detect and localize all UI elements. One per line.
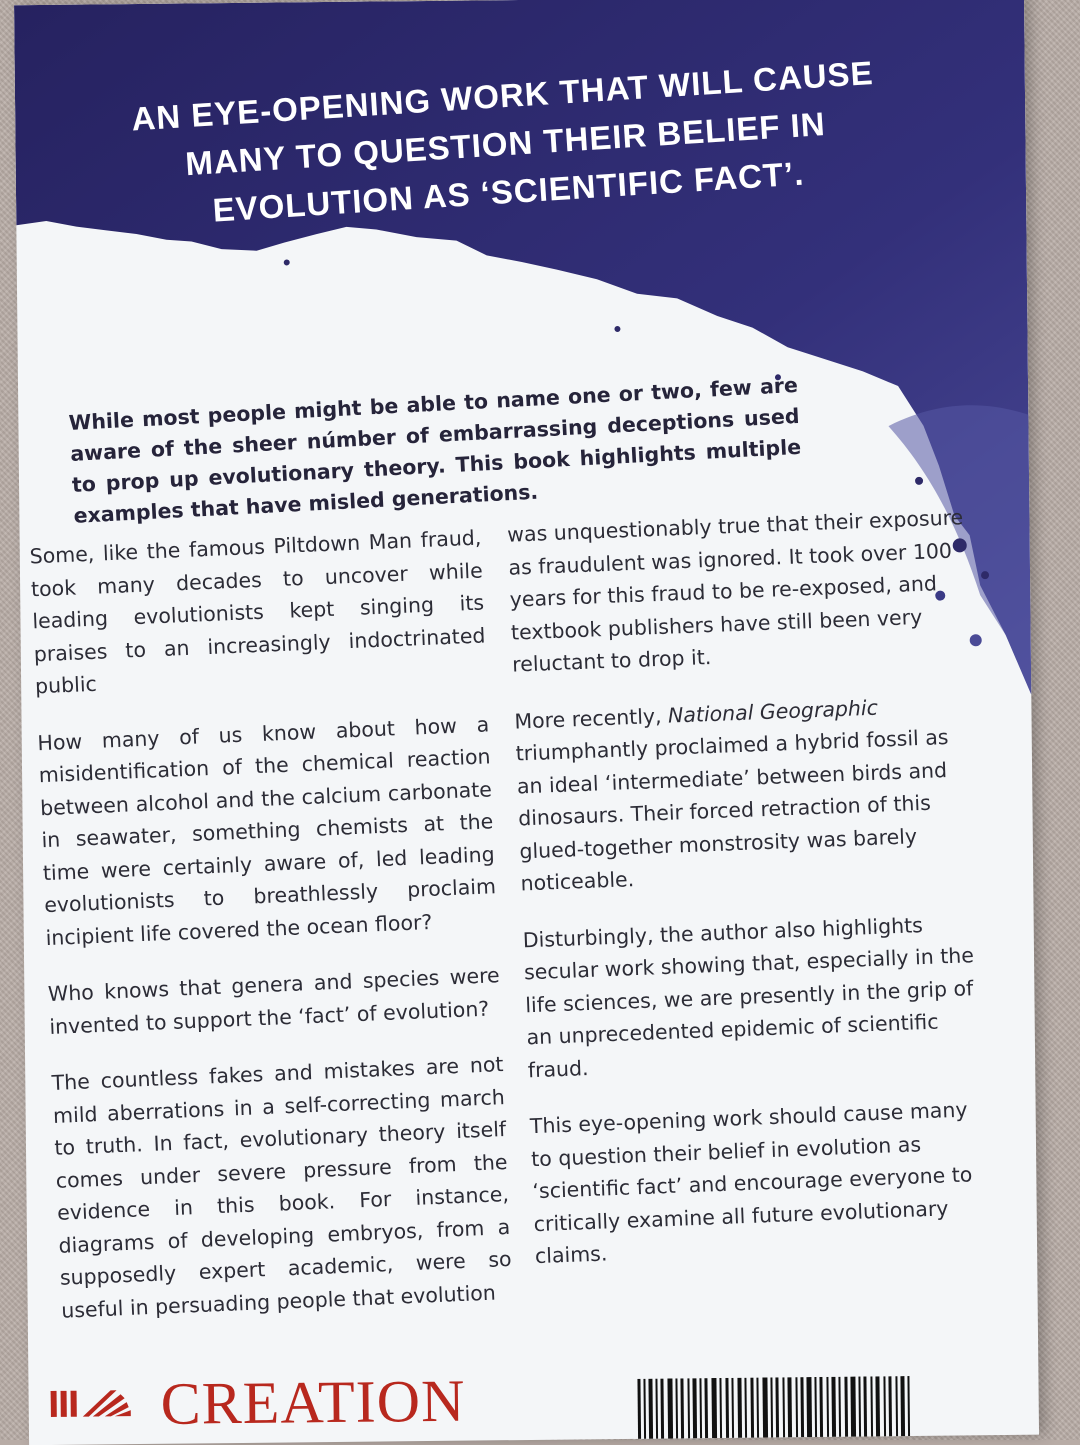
barcode [633, 1376, 914, 1441]
left-paragraph-4: The countless fakes and mistakes are not mild aberrations in a self-correcting march to truth. In fact, evolutionary theory itself comes under severe pressure from the evidence in this book. For instance, diagrams of developing embryos, from a supposedly expert academic, were so useful in persuading people that evolution [51, 1052, 513, 1323]
publisher-logo [50, 1367, 511, 1445]
left-paragraph-1: Some, like the famous Piltdown Man fraud, took many decades to uncover while leading evolutionists kept singing its praises to an increasingly indoctrinated public [29, 525, 486, 699]
right-paragraph-1: was unquestionably true that their exposure as fraudulent was ignored. It took over 100 years for this fraud to be re-exposed, and textbook publishers have still been very reluctant to drop it. [506, 505, 964, 677]
right-paragraph-2-rest: triumphantly proclaimed a hybrid fossil as an ideal ‘intermediate’ between birds and dinosaurs. Their forced retraction of this glued-together monstrosity was barely noticeable. [515, 724, 949, 896]
right-paragraph-3: Disturbingly, the author also highlights secular work showing that, especially in the life sciences, we are presently in the grip of an unprecedented epidemic of scientific fraud. [522, 912, 975, 1082]
right-paragraph-2 [514, 687, 981, 900]
left-column [29, 522, 515, 1351]
right-paragraph-2-prefix: More recently, [513, 703, 669, 734]
left-paragraph-2: How many of us know about how a misidentification of the chemical reaction between alcohol and the calcium carbonate in seawater, something chemists at the time were certainly aware of, led leading evolutionists to breathlessly proclaim incipient life covered the ocean floor? [36, 711, 497, 950]
left-paragraph-3: Who knows that genera and species were invented to support the ‘fact’ of evolution? [47, 963, 501, 1039]
right-paragraph-4: This eye-opening work should cause many to question their belief in evolution as ‘scientific fact’ and encourage everyone to critically examine all future evolutionary claims. [529, 1097, 973, 1269]
publisher-wordmark: CREATION [160, 1367, 466, 1437]
book-back-cover [14, 0, 1039, 1445]
right-column [507, 501, 997, 1297]
publisher-mark-icon [50, 1376, 151, 1437]
intro-paragraph: While most people might be able to name one or two, few are aware of the sheer númber of embarrassing deceptions used to prop up evolutionary theory. This book highlights multiple examples that have misled generations. [68, 372, 802, 528]
publication-name: National Geographic [667, 695, 879, 728]
headline-tagline: AN EYE-OPENING WORK THAT WILL CAUSE MANY TO QUESTION THEIR BELIEF IN EVOLUTION AS ‘SCIENTIFIC FACT’. [130, 53, 875, 229]
